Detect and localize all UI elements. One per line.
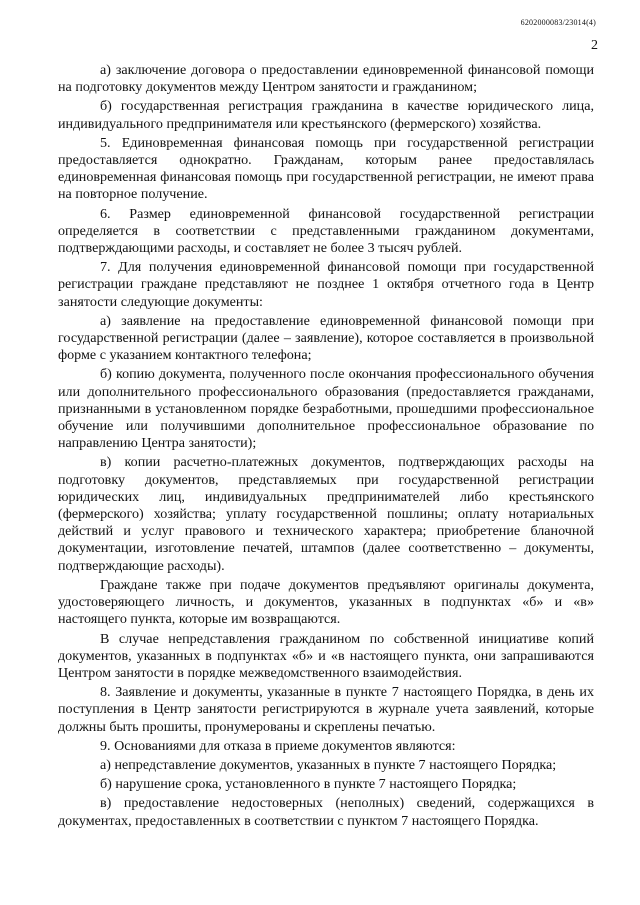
paragraph-7v: в) копии расчетно-платежных документов, подтверждающих расходы на подготовку документов, представляемых при государственной регистрации юридических лиц, индивидуальных предпринимателей либо крестьянского (фермерского) хозяйства; уплату государственной пошлины; оплату нотариальных действий и услуг правового и технического характера; приобретение бланочной документации, изготовление печатей, штампов (далее соответственно – документы, подтверждающие расходы). xyxy=(58,454,594,574)
paragraph-9: 9. Основаниями для отказа в приеме документов являются: xyxy=(100,737,456,754)
paragraph-5: 5. Единовременная финансовая помощь при государственной регистрации предоставляется однократно. Гражданам, которым ранее предоставлялась единовременная финансовая помощь при государственной регистрации, не имеют права на повторное получение. xyxy=(58,134,594,203)
paragraph-7-interagency: В случае непредставления гражданином по собственной инициативе копий документов, указанных в подпунктах «б» и «в настоящего пункта, они запрашиваются Центром занятости в порядке межведомственного взаимодействия. xyxy=(58,630,594,681)
paragraph-4a: а) заключение договора о предоставлении единовременной финансовой помощи на подготовку документов между Центром занятости и гражданином; xyxy=(58,62,594,96)
document-body xyxy=(58,62,594,832)
paragraph-7a: а) заявление на предоставление единовременной финансовой помощи при государственной регистрации (далее – заявление), которое составляется в произвольной форме с указанием контактного телефона; xyxy=(58,312,594,364)
paragraph-9a: а) непредставление документов, указанных в пункте 7 настоящего Порядка; xyxy=(100,756,557,773)
paragraph-6: 6. Размер единовременной финансовой государственной регистрации определяется в соответствии с представленными гражданином документами, подтверждающими расходы, и составляет не более 3 тысяч рублей. xyxy=(58,205,594,257)
page-number: 2 xyxy=(591,38,598,53)
paragraph-7: 7. Для получения единовременной финансовой помощи при государственной регистрации граждане представляют не позднее 1 октября отчетного года в Центр занятости следующие документы: xyxy=(58,259,594,310)
paragraph-7-originals: Граждане также при подаче документов предъявляют оригиналы документа, удостоверяющего личность, и документов, указанных в подпунктах «б» и «в» настоящего пункта, которые им возвращаются. xyxy=(58,576,594,628)
paragraph-7b: б) копию документа, полученного после окончания профессионального обучения или дополнительного профессионального образования (предоставляется гражданами, признанными в установленном порядке безработными, прошедшими профессиональное обучение или получившими дополнительное профессиональное образование по направлению Центра занятости); xyxy=(58,366,594,452)
paragraph-9b: б) нарушение срока, установленного в пункте 7 настоящего Порядка; xyxy=(100,776,517,793)
paragraph-8: 8. Заявление и документы, указанные в пункте 7 настоящего Порядка, в день их поступления в Центр занятости регистрируются в журнале учета заявлений, которые должны быть прошиты, пронумерованы и скреплены печатью. xyxy=(58,684,594,735)
paragraph-9v: в) предоставление недостоверных (неполных) сведений, содержащихся в документах, предоставленных в соответствии с пунктом 7 настоящего Порядка. xyxy=(58,795,594,829)
document-number: 6202000083/23014(4) xyxy=(520,18,596,27)
paragraph-4b: б) государственная регистрация гражданина в качестве юридического лица, индивидуального предпринимателя или крестьянского (фермерского) хозяйства. xyxy=(58,98,594,132)
